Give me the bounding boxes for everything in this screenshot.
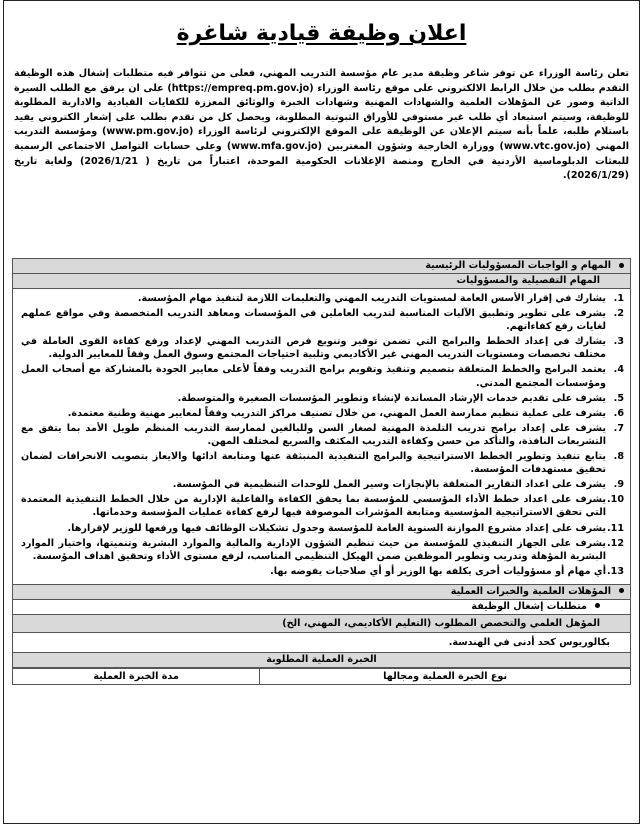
section-qualifications-header <box>12 585 631 600</box>
list-item <box>21 537 624 563</box>
task-number: 8. <box>613 451 624 463</box>
subsection-requirements-header <box>12 600 631 615</box>
experience-label <box>12 653 631 668</box>
list-item <box>21 292 624 305</box>
task-number: 2. <box>613 308 624 320</box>
task-text: يشرف على إعداد برامج تدريب التلمذة المهنية لصغار السن وللبالغين لممارسة التدريب المنظم طويل الأمد بما يتفق مع التشريعات النافذة، والتأكد من حسن وكفاءة التدريب المكثف والسريع لمختلف المهن. <box>21 422 606 447</box>
list-item <box>21 363 624 389</box>
education-value <box>12 633 631 653</box>
task-number: 6. <box>613 407 624 419</box>
task-number: 10. <box>606 494 624 506</box>
task-text: يشارك في إعداد الخطط والبرامج التي تضمن توفير وتنويع فرص التدريب المهني لإعداد ورفع كفاءة القوى العاملة في مختلف تخصصات ومستويات التدريب المهني غير الأكاديمي وتلبية احتياجات المجتمع وسوق العمل وفقاً للمعايير الدولية. <box>21 336 606 361</box>
section-tasks-label: المهام و الواجبات المسؤوليات الرئيسية <box>425 260 611 271</box>
education-label-text: المؤهل العلمي والتخصص المطلوب (التعليم الأكاديمي، المهني، الخ) <box>282 617 600 629</box>
task-number: 12. <box>606 537 624 549</box>
task-number: 7. <box>613 422 624 434</box>
task-number: 9. <box>613 479 624 491</box>
education-label <box>12 615 631 633</box>
task-text: أي مهام أو مسؤوليات أخرى يكلفه بها الوزير أو أي صلاحيات يفوضه بها. <box>270 565 606 577</box>
task-text: يشرف على عملية تنظيم ممارسة العمل المهني، من خلال تصنيف مراكز التدريب وفقاً لمعايير مهنية وطنية معتمدة. <box>67 407 606 419</box>
experience-label-text: الخبرة العملية المطلوبة <box>266 653 377 665</box>
task-text: يشرف على اعداد خطط الأداء المؤسسي للمؤسسة بما يحقق الكفاءة والفاعلية الإدارية من خلال الخطط التنفيذية المعتمدة التي تحقق الاستراتيجية المؤسسية ومتابعة المؤشرات الموصوفة فيها لرفع كفاءة عمليات المؤسسة وخدماتها. <box>21 494 606 519</box>
task-text: يشرف على إعداد مشروع الموازنة السنوية العامة للمؤسسة وجدول تشكيلات الوظائف فيها ورفعها للوزير لإقرارها. <box>67 522 606 534</box>
list-item <box>21 450 624 476</box>
task-text: يتابع تنفيذ وتطوير الخطط الاستراتيجية والبرامج التنفيذية المنبثقة عنها ومتابعة ادائها والايعاز بتصويب الانحرافات لضمان تحقيق مستهدفات المؤسسة. <box>21 451 606 476</box>
task-number: 3. <box>613 336 624 348</box>
task-number: 5. <box>613 392 624 404</box>
task-text: يعتمد البرامج والخطط المتعلقة بتصميم وتنفيذ وتقويم برامج التدريب وفقاً لأعلى معايير الجودة بالمشاركة مع أصحاب العمل ومؤسسات المجتمع المدني. <box>21 364 606 389</box>
education-value-text: بكالوريوس كحد أدنى في الهندسة. <box>448 636 610 648</box>
subsection-requirements-label: متطلبات إشغال الوظيفة <box>471 600 587 612</box>
experience-duration-header: مدة الخبرة العملية <box>13 668 260 684</box>
task-number: 13. <box>606 565 624 577</box>
list-item <box>21 307 624 333</box>
subsection-tasks-label: المهام التفصيلية والمسؤوليات <box>456 275 600 286</box>
task-text: يشارك في إقرار الأسس العامة لمستويات التدريب المهني والتعليمات اللازمة لتنفيذ مهام المؤسسة. <box>137 293 606 304</box>
task-text: يشرف على اعداد التقارير المتعلقة بالإنجازات وسير العمل للوحدات التنظيمية في المؤسسة. <box>172 479 606 491</box>
bullet-icon <box>595 603 600 608</box>
task-number: 11. <box>606 522 624 534</box>
list-item <box>21 493 624 519</box>
list-item <box>21 565 624 578</box>
bullet-icon <box>619 588 624 593</box>
list-item <box>21 407 624 420</box>
list-item <box>21 478 624 491</box>
page-title: اعلان وظيفة قيادية شاغرة <box>176 21 467 46</box>
subsection-tasks-header <box>12 274 631 289</box>
bullet-icon <box>619 263 624 268</box>
table-row <box>13 668 631 684</box>
task-text: يشرف على تطوير وتطبيق الآليات المناسبة لتدريب العاملين في المؤسسات ومعاهد التدريب المتخصصة وفي مواقع عملهم لغايات رفع كفاءاتهم. <box>21 308 606 333</box>
list-item <box>21 522 624 535</box>
task-number: 4. <box>613 364 624 376</box>
tasks-list <box>12 289 631 585</box>
intro-text: تعلن رئاسة الوزراء عن توفر شاغر وظيفة مدير عام مؤسسة التدريب المهني، فعلى من تتوافر فيه متطلبات إشغال هذه الوظيفة التقدم بطلب من خلال الرابط الالكتروني على موقع رئاسة الوزراء (https://empreq.pm.gov.jo) على ان يرفق مع الطلب السيرة الذاتية وصور عن المؤهلات العلمية والشهادات المهنية وشهادات الخبرة والوثائق المعززة للكفايات القيادية والادارية المطلوبة للوظيفة، وسيتم استبعاد أي طلب غير مستوفي للأوراق الثبوتية المطلوبة، ويحصل كل من تقدم بطلب على إشعار الكتروني يفيد باستلام طلبه، علماً بأنه سيتم الإعلان عن الوظيفة على الموقع الإلكتروني لرئاسة الوزراء (www.pm.gov.jo) ومؤسسة التدريب المهني (www.vtc.gov.jo) ووزارة الخارجية وشؤون المغتربين (www.mfa.gov.jo) وعلى حسابات التواصل الاجتماعي الرسمية للبعثات الدبلوماسية الأردنية في الخارج ومنصة الإعلانات الحكومية الموحدة، اعتباراً من تاريخ ( 2026/1/21) ولغاية تاريخ (2026/1/29). <box>14 68 629 182</box>
section-qualifications-label: المؤهلات العلمية والخبرات العملية <box>450 585 611 597</box>
section-tasks-header <box>12 258 631 274</box>
list-item <box>21 422 624 448</box>
task-number: 1. <box>613 293 624 304</box>
list-item <box>21 392 624 405</box>
list-item <box>21 335 624 361</box>
intro-paragraph <box>4 61 639 258</box>
task-text: يشرف على تقديم خدمات الإرشاد المساندة لإنشاء وتطوير المؤسسات الصغيرة والمتوسطة. <box>177 392 606 404</box>
task-text: يشرف على الجهاز التنفيذي للمؤسسة من حيث تنظيم الشؤون الإدارية والمالية والموارد البشرية وتنميتها، واختيار الموارد البشرية المؤهلة وتدريب وتطوير الموظفين ضمن الهيكل التنظيمي المناسب، لرفع مستوى الأداء وتحقيق اهداف المؤسسة. <box>21 537 606 562</box>
experience-type-header: نوع الخبرة العملية ومجالها <box>260 668 631 684</box>
announcement-page <box>3 0 640 824</box>
experience-table <box>12 668 631 685</box>
